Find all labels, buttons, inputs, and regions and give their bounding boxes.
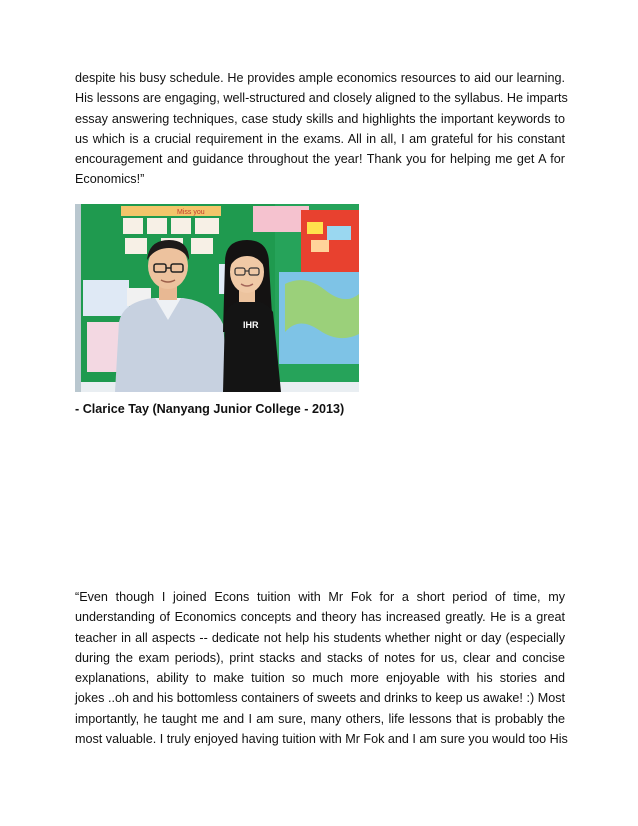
testimonial-caption: - Clarice Tay (Nanyang Junior College - 2013) <box>75 402 345 416</box>
text-line: encouragement and guidance throughout the year! Thank you for helping me get A for <box>75 152 565 167</box>
text-line: during the exam periods), print stacks and stacks of notes for us, clear and concise <box>75 650 565 665</box>
text-line: most valuable. I truly enjoyed having tuition with Mr Fok and I am sure you would too His <box>75 732 568 747</box>
text-line: His lessons are engaging, well-structured and closely aligned to the syllabus. He imparts <box>75 91 568 106</box>
text-line: teacher in all aspects -- dedicate not help his students whether night or day (especially <box>75 630 565 645</box>
text-line: explanations, ability to make tuition so much more enjoyable with his stories and <box>75 671 565 686</box>
board-note-text: Miss you <box>177 209 205 216</box>
testimonial-photo <box>75 204 359 392</box>
photo-illustration <box>75 204 359 392</box>
text-line: “Even though I joined Econs tuition with Mr Fok for a short period of time, my <box>75 590 565 604</box>
text-line: us which is a crucial requirement in the exams. All in all, I am grateful for his constant <box>75 131 565 146</box>
text-line: importantly, he taught me and I am sure, many others, life lessons that is probably the <box>75 711 565 726</box>
text-line: Economics!” <box>75 172 145 187</box>
text-line: understanding of Economics concepts and theory has increased greatly. He is a great <box>75 610 565 625</box>
text-line: essay answering techniques, case study skills and highlights the important keywords to <box>75 111 565 126</box>
shirt-print-text: IHR <box>243 320 259 330</box>
text-line: despite his busy schedule. He provides ample economics resources to aid our learning. <box>75 71 565 85</box>
text-line: jokes ..oh and his bottomless containers of sweets and drinks to keep us awake! :) Most <box>75 691 565 706</box>
testimonial-paragraph-2 <box>75 587 568 749</box>
testimonial-paragraph-1 <box>75 68 568 190</box>
